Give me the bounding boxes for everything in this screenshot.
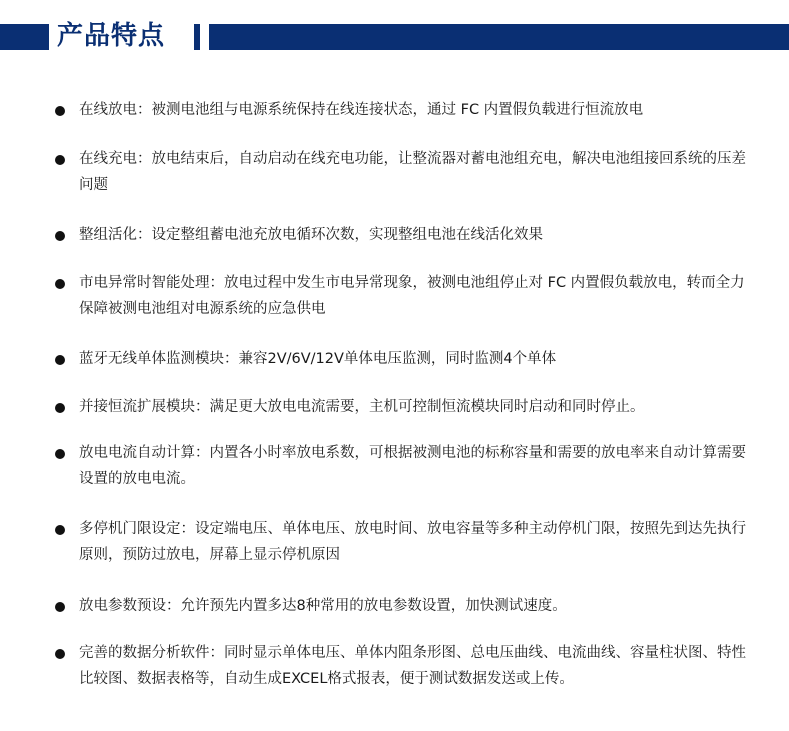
feature-text: 并接恒流扩展模块：满足更大放电电流需要，主机可控制恒流模块同时启动和同时停止。 [79, 399, 645, 415]
bullet-icon [55, 106, 65, 116]
header-small-bar [194, 24, 200, 50]
feature-text: 在线充电：放电结束后，自动启动在线充电功能，让整流器对蓄电池组充电，解决电池组接回系统的压差问题 [79, 151, 746, 193]
section-title: 产品特点 [57, 21, 166, 51]
section-header [0, 21, 789, 51]
bullet-icon [55, 649, 65, 659]
feature-text: 放电电流自动计算：内置各小时率放电系数，可根据被测电池的标称容量和需要的放电率来自动计算需要设置的放电电流。 [79, 445, 746, 487]
bullet-icon [55, 231, 65, 241]
bullet-icon [55, 155, 65, 165]
bullet-icon [55, 355, 65, 365]
feature-text: 在线放电：被测电池组与电源系统保持在线连接状态，通过 FC 内置假负载进行恒流放电 [79, 102, 644, 118]
feature-text: 市电异常时智能处理：放电过程中发生市电异常现象，被测电池组停止对 FC 内置假负载放电，转而全力保障被测电池组对电源系统的应急供电 [79, 275, 745, 317]
feature-text: 完善的数据分析软件：同时显示单体电压、单体内阻条形图、总电压曲线、电流曲线、容量柱状图、特性比较图、数据表格等，自动生成EXCEL格式报表，便于测试数据发送或上传。 [79, 645, 746, 687]
bullet-icon [55, 525, 65, 535]
feature-text: 蓝牙无线单体监测模块：兼容2V/6V/12V单体电压监测，同时监测4个单体 [79, 351, 557, 367]
feature-text: 放电参数预设：允许预先内置多达8种常用的放电参数设置，加快测试速度。 [79, 598, 567, 614]
feature-text: 整组活化：设定整组蓄电池充放电循环次数，实现整组电池在线活化效果 [79, 227, 543, 243]
bullet-icon [55, 279, 65, 289]
bullet-icon [55, 403, 65, 413]
bullet-icon [55, 602, 65, 612]
bullet-icon [55, 449, 65, 459]
header-left-bar [0, 24, 49, 50]
header-right-bar [209, 24, 789, 50]
feature-text: 多停机门限设定：设定端电压、单体电压、放电时间、放电容量等多种主动停机门限，按照先到达先执行原则，预防过放电，屏幕上显示停机原因 [79, 521, 746, 563]
